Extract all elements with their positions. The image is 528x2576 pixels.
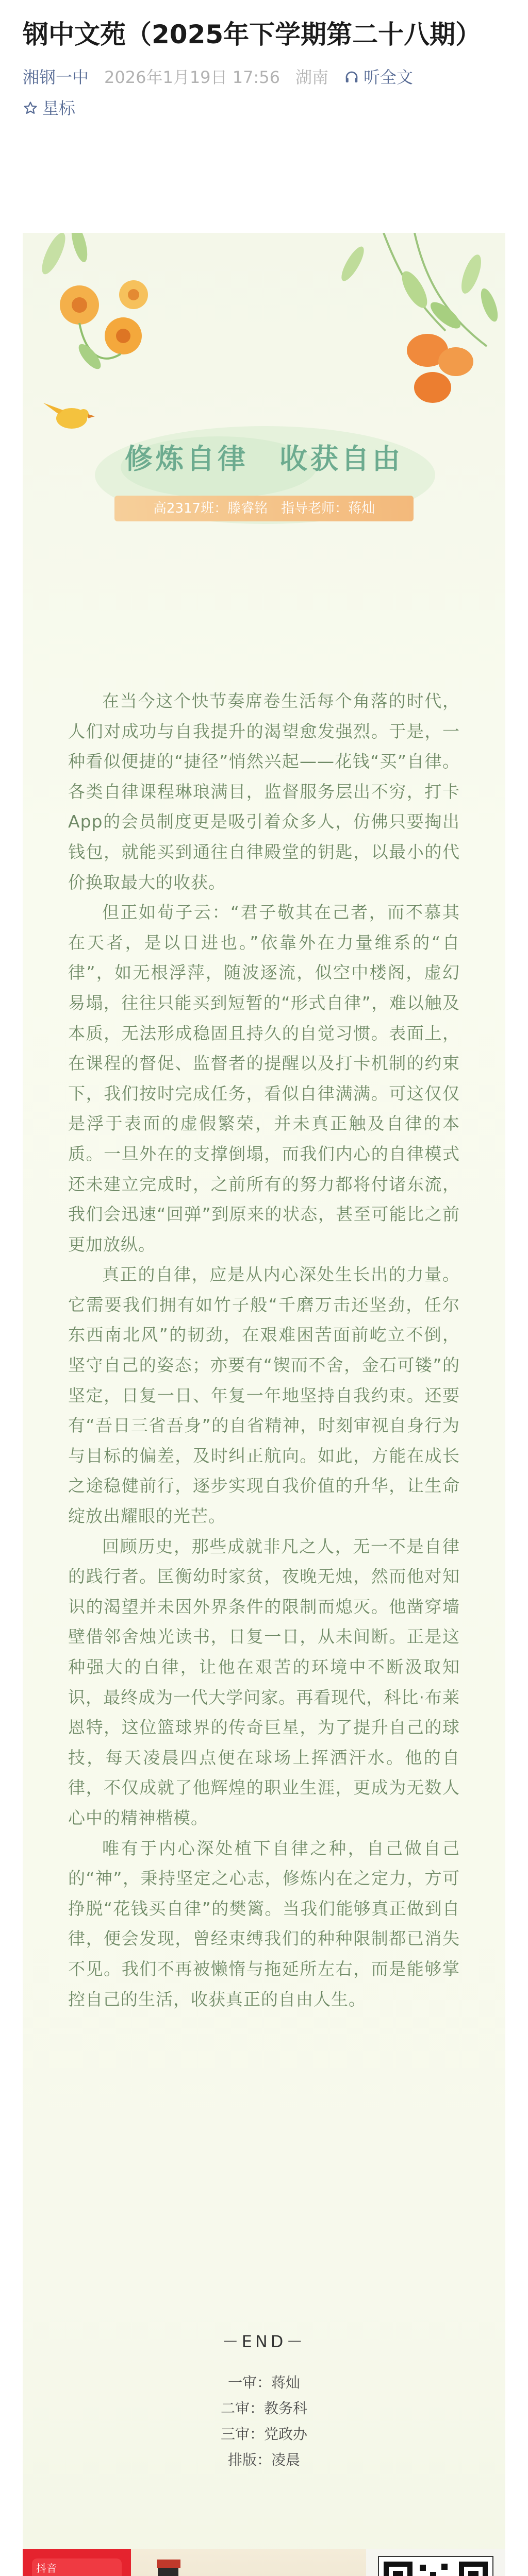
review-line-third: 三审：党政办 [220, 2426, 307, 2443]
essay-body [68, 686, 460, 2014]
bird-icon [43, 403, 95, 429]
publish-date: 2026年1月19日 17:56 [104, 67, 280, 87]
publish-location: 湖南 [295, 67, 328, 87]
review-line-second: 二审：教务科 [220, 2400, 307, 2417]
author-byline: 高2317班：滕睿铭 指导老师：蒋灿 [114, 496, 414, 521]
article-header [0, 0, 528, 120]
left-flower-top [60, 285, 99, 325]
left-flower-bottom [105, 317, 142, 354]
review-line-first: 一审：蒋灿 [227, 2374, 300, 2391]
douyin-label: 抖音 [36, 2562, 57, 2574]
star-label: 星标 [42, 98, 76, 118]
school-banner [23, 2549, 505, 2576]
layout-credit: 排版：凌晨 [227, 2451, 300, 2468]
flower-decoration [23, 233, 505, 594]
article-poster [23, 233, 505, 2576]
listen-label: 听全文 [363, 67, 413, 87]
essay-paragraph-1: 在当今这个快节奏席卷生活每个角落的时代，人们对成功与自我提升的渴望愈发强烈。于是，一种看似便捷的“捷径”悄然兴起——花钱“买”自律。各类自律课程琳琅满目，监督服务层出不穷，打卡App的会员制度更是吸引着众多人，仿佛只要掏出钱包，就能买到通往自律殿堂的钥匙，以最小的代价换取最大的收获。 [68, 691, 460, 892]
school-banner-image [23, 2549, 505, 2576]
essay-paragraph-3: 真正的自律，应是从内心深处生长出的力量。它需要我们拥有如竹子般“千磨万击还坚劲，任尔东西南北风”的韧劲，在艰难困苦面前屹立不倒，坚守自己的姿态；亦要有“锲而不舍，金石可镂”的坚定，日复一日、年复一年地坚持自我约束。还要有“吾日三省吾身”的自省精神，时刻审视自身行为与目标的偏差，及时纠正航向。如此，方能在成长之途稳健前行，逐步实现自我价值的升华，让生命绽放出耀眼的光芒。 [68, 1264, 460, 1527]
essay-paragraph-2: 但正如荀子云：“君子敬其在己者，而不慕其在天者，是以日进也。”依靠外在力量维系的“自律”，如无根浮萍，随波逐流，似空中楼阁，虚幻易塌，往往只能买到短暂的“形式自律”，难以触及本质，无法形成稳固且持久的自觉习惯。表面上，在课程的督促、监督者的提醒以及打卡机制的约束下，我们按时完成任务，看似自律满满。可这仅仅是浮于表面的虚假繁荣，并未真正触及自律的本质。一旦外在的支撑倒塌，而我们内心的自律模式还未建立完成时，之前所有的努力都将付诸东流，我们会迅速“回弹”到原来的状态，甚至可能比之前更加放纵。 [68, 902, 460, 1255]
article-title: 钢中文苑（2025年下学期第二十八期） [23, 20, 482, 49]
headphones-icon [344, 70, 359, 85]
end-marker: －END－ [222, 2332, 306, 2351]
article-meta [23, 66, 505, 89]
qr-code-icon[interactable] [378, 2556, 493, 2576]
review-credits [23, 2370, 505, 2473]
star-button[interactable] [23, 97, 505, 120]
essay-paragraph-4: 回顾历史，那些成就非凡之人，无一不是自律的践行者。匡衡幼时家贫，夜晚无烛，然而他对知识的渴望并未因外界条件的限制而熄灭。他凿穿墙壁借邻舍烛光读书，日复一日，从未间断。正是这种强大的自律，让他在艰苦的环境中不断汲取知识，最终成为一代大学问家。再看现代，科比·布莱恩特，这位篮球界的传奇巨星，为了提升自己的球技，每天凌晨四点便在球场上挥洒汗水。他的自律，不仅成就了他辉煌的职业生涯，更成为无数人心中的精神楷模。 [68, 1536, 460, 1828]
account-name-link[interactable]: 湘钢一中 [23, 67, 89, 87]
left-flower-middle [119, 280, 148, 309]
poster-title: 修炼自律 收获自由 [125, 442, 403, 475]
right-flowers [407, 334, 473, 403]
essay-paragraph-5: 唯有于内心深处植下自律之种，自己做自己的“神”，秉持坚定之心志，修炼内在之定力，方可挣脱“花钱买自律”的樊篱。当我们能够真正做到自律，便会发现，曾经束缚我们的种种限制都已消失不见。我们不再被懒惰与拖延所左右，而是能够掌控自己的生活，收获真正的自由人生。 [68, 1838, 460, 2009]
listen-button[interactable] [344, 66, 413, 89]
star-icon [23, 100, 38, 116]
